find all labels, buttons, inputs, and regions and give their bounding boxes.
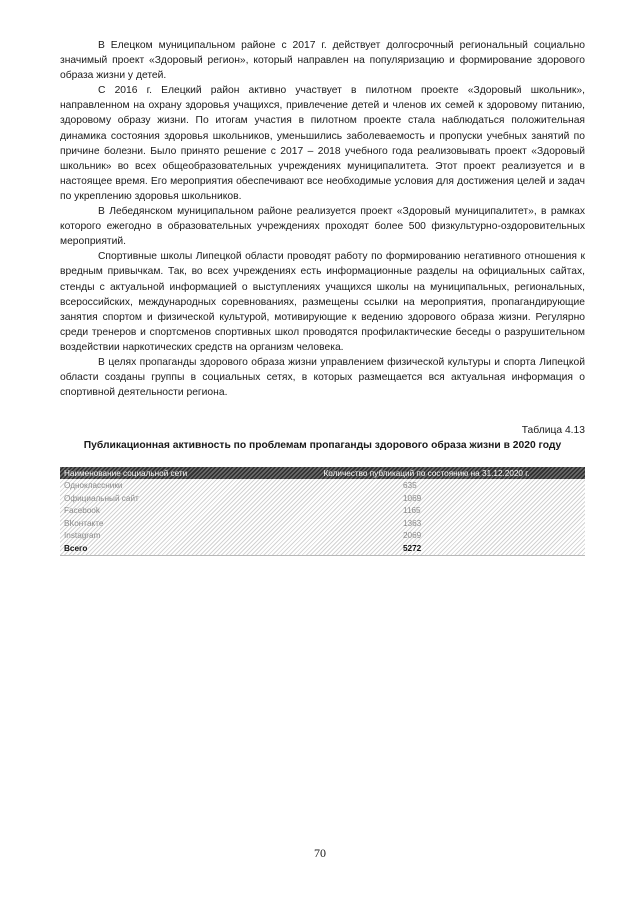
table-title: Публикационная активность по проблемам пропаганды здорового образа жизни в 2020 году: [83, 440, 562, 452]
paragraph-1: В Елецком муниципальном районе с 2017 г. действует долгосрочный региональный социально значимый проект «Здоровый регион», который направлен на популяризацию и формирование здорового образа жизни у детей.: [60, 40, 585, 82]
paragraph-5: В целях пропаганды здорового образа жизни управлением физической культуры и спорта Липецкой области созданы группы в социальных сетях, в которых размещается вся актуальная информация о спортивной деятельности региона.: [60, 356, 585, 399]
row-count: 2069: [403, 531, 422, 541]
row-network: Одноклассники: [64, 481, 123, 491]
row-network: Официальный сайт: [64, 493, 139, 503]
table-number: Таблица 4.13: [521, 425, 585, 437]
total-label: Всего: [64, 544, 88, 554]
row-network: ВКонтакте: [64, 518, 104, 528]
table-container: [60, 467, 585, 556]
header-network-name: Наименование социальной сети: [60, 467, 268, 479]
table-row: [60, 530, 585, 543]
header-publication-count: Количество публикаций по состоянию на 31.12.2020 г.: [268, 467, 585, 479]
table-row: [60, 479, 585, 492]
row-count: 1363: [403, 518, 422, 528]
row-network: Instagram: [64, 531, 101, 541]
paragraph-2: С 2016 г. Елецкий район активно участвует в пилотном проекте «Здоровый школьник», направленном на охрану здоровья учащихся, привлечение детей и членов их семей к здоровому питанию, здоровому образу жизни. По итогам участия в пилотном проекте стала наблюдаться положительная динамика состояния здоровья школьников, уменьшились заболеваемость и пропуски учебных занятий по причине болезни. Было принято решение с 2017 – 2018 учебного года реализовывать проект «Здоровый школьник» во всех общеобразовательных учреждениях муниципалитета. Этот проект реализуется и в настоящее время. Его мероприятия обеспечивают все необходимые условия для достижения целей и задач по укреплению здоровья школьников.: [60, 85, 585, 202]
paragraph-3: В Лебедянском муниципальном районе реализуется проект «Здоровый муниципалитет», в рамках которого ежегодно в образовательных учреждениях проходят более 500 физкультурно-оздоровительных мероприятий.: [60, 206, 585, 248]
table-row: [60, 504, 585, 517]
document-page: [60, 38, 585, 556]
row-count: 1069: [403, 493, 422, 503]
table-total-row: [60, 542, 585, 555]
row-count: 635: [403, 481, 417, 491]
row-network: Facebook: [64, 506, 100, 516]
table-row: [60, 492, 585, 505]
paragraph-4: Спортивные школы Липецкой области проводят работу по формированию негативного отношения к вредным привычкам. Так, во всех учреждениях есть информационные разделы на официальных сайтах, стенды с актуальной информацией о выступлениях учащихся школы на муниципальных, региональных, всероссийских, международных соревнованиях, размещены ссылки на мероприятия, пропагандирующие занятия спортом и физической культурой, мотивирующие к ведению здорового образа жизни. Регулярно среди тренеров и спортсменов спортивных школ проводятся профилактические беседы о разрушительном воздействии наркотических средств на организм человека.: [60, 251, 585, 353]
table-header-row: [60, 467, 585, 479]
page-number: 70: [314, 846, 326, 860]
table-row: [60, 517, 585, 530]
total-count: 5272: [403, 544, 422, 554]
row-count: 1165: [403, 506, 421, 516]
publication-table: [60, 467, 585, 556]
